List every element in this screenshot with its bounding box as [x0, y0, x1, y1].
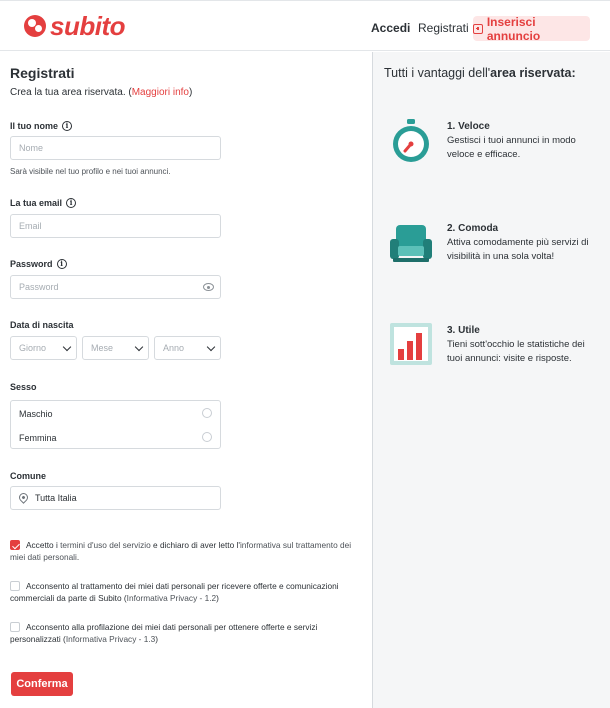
feature-3-desc: Tieni sott'occhio le statistiche dei tuoi annunci: visite e risposte.	[447, 339, 585, 364]
show-password-icon[interactable]	[203, 283, 214, 291]
email-input[interactable]: Email	[10, 214, 221, 238]
chevron-down-icon	[207, 343, 215, 351]
feature-3-title: 3. Utile	[447, 325, 480, 336]
bar-chart-icon	[388, 321, 434, 367]
feature-2-desc: Attiva comodamente più servizi di visibilità in una sola volta!	[447, 237, 589, 262]
birth-month-select[interactable]: Mese	[82, 336, 149, 360]
sex-label: Sesso	[10, 382, 37, 392]
info-icon[interactable]: i	[57, 259, 67, 269]
info-icon[interactable]: i	[66, 198, 76, 208]
subito-logo[interactable]	[24, 13, 125, 39]
privacy-1-2-link[interactable]: Informativa Privacy - 1.2	[126, 592, 217, 603]
radio-male[interactable]	[202, 408, 212, 418]
privacy-1-3-link[interactable]: Informativa Privacy - 1.3	[65, 633, 156, 644]
plus-square-icon	[473, 24, 483, 34]
comune-label: Comune	[10, 471, 46, 481]
terms-link[interactable]: termini d'uso del servizio	[60, 540, 151, 550]
site-header	[0, 0, 610, 51]
birthdate-label: Data di nascita	[10, 320, 74, 330]
name-input[interactable]: Nome	[10, 136, 221, 160]
password-input[interactable]: Password	[10, 275, 221, 299]
birth-day-select[interactable]: Giorno	[10, 336, 77, 360]
page-subtitle: Crea la tua area riservata. (Maggiori info)	[10, 87, 193, 98]
name-hint: Sarà visibile nel tuo profilo e nei tuoi annunci.	[10, 167, 171, 176]
confirm-button[interactable]: Conferma	[11, 672, 73, 696]
benefits-title: Tutti i vantaggi dell'area riservata:	[384, 66, 576, 80]
chevron-down-icon	[63, 343, 71, 351]
name-label: Il tuo nome i	[10, 121, 72, 131]
feature-1-desc: Gestisci i tuoi annunci in modo veloce e efficace.	[447, 135, 576, 160]
email-label: La tua email i	[10, 198, 76, 208]
page-title: Registrati	[10, 65, 75, 81]
location-pin-icon	[17, 491, 30, 504]
consent-terms-text: Accetto i termini d'uso del servizio e dichiaro di aver letto l'informativa sul trattamento dei miei dati personali.	[10, 540, 352, 562]
consent-profiling-text: Acconsento alla profilazione dei miei dati personali per ottenere offerte e servizi personalizzati (Informativa Privacy - 1.3)	[10, 622, 318, 644]
comune-input[interactable]: Tutta Italia	[10, 486, 221, 510]
feature-1-title: 1. Veloce	[447, 121, 490, 132]
stopwatch-icon	[388, 118, 434, 164]
sex-radio-group	[10, 400, 221, 449]
more-info-link[interactable]: Maggiori info	[131, 87, 189, 98]
armchair-icon	[388, 221, 434, 267]
chevron-down-icon	[135, 343, 143, 351]
radio-female[interactable]	[202, 432, 212, 442]
insert-ad-label: Inserisci annuncio	[486, 14, 541, 43]
info-icon[interactable]: i	[62, 121, 72, 131]
birth-year-select[interactable]: Anno	[154, 336, 221, 360]
benefits-panel	[372, 52, 610, 708]
password-label: Password i	[10, 259, 67, 269]
privacy-info-link[interactable]: informativa sul trattamento dei miei dati personali	[10, 540, 352, 562]
register-link[interactable]: Registrati	[418, 21, 469, 35]
logo-text: subito	[50, 11, 125, 41]
logo-mark-icon	[24, 15, 46, 37]
sex-option-male[interactable]: Maschio	[19, 409, 53, 419]
login-link[interactable]: Accedi	[371, 21, 411, 35]
consent-marketing-text: Acconsento al trattamento dei miei dati personali per ricevere offerte e comunicazioni commerciali da parte di Subito (Informativa Privacy - 1.2)	[10, 581, 339, 603]
insert-ad-button[interactable]	[473, 16, 590, 41]
feature-2-title: 2. Comoda	[447, 223, 499, 234]
sex-option-female[interactable]: Femmina	[19, 433, 57, 443]
